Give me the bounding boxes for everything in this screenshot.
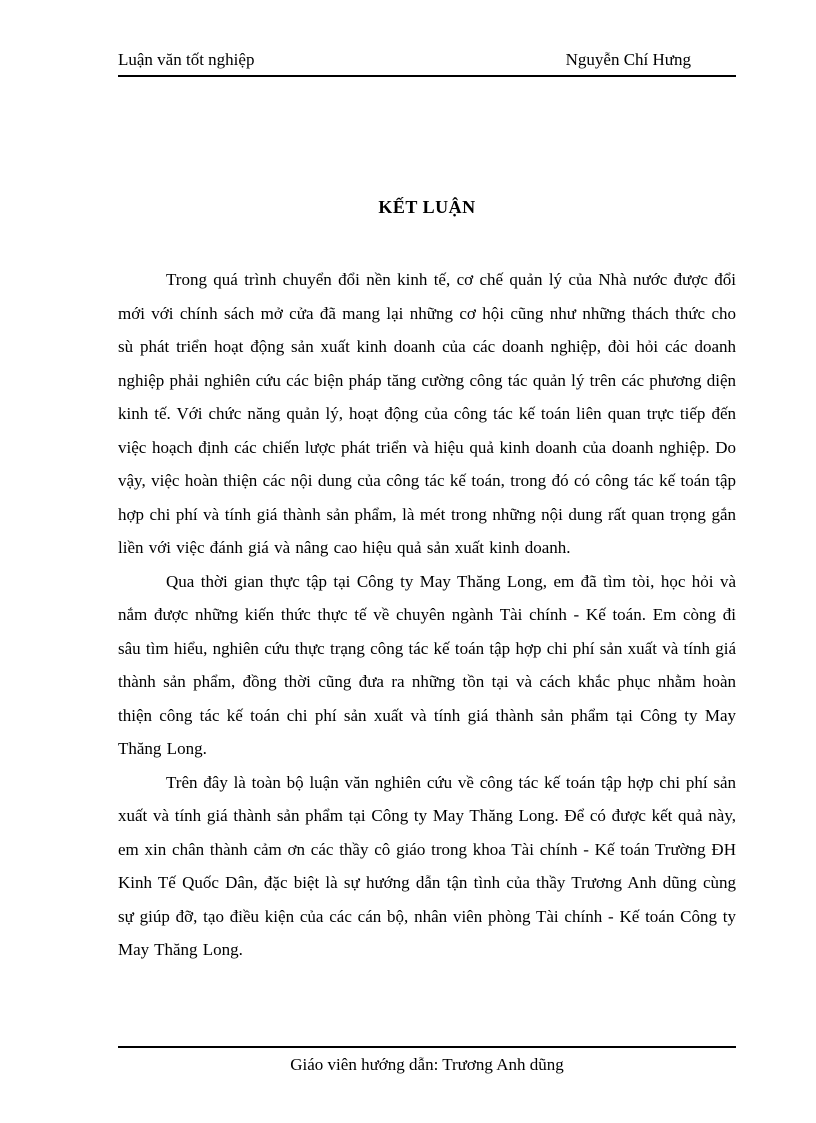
- paragraph-1: Trong quá trình chuyển đổi nền kinh tế, cơ chế quản lý của Nhà nước được đổi mới với chính sách mở cửa đã mang lại những cơ hội cũng như những thách thức cho sù phát triển hoạt động sản xuất kinh doanh của các doanh nghiệp, đòi hỏi các doanh nghiệp phải nghiên cứu các biện pháp tăng cường công tác quản lý trên các phương diện kinh tế. Với chức năng quản lý, hoạt động của công tác kế toán liên quan trực tiếp đến việc hoạch định các chiến lược phát triển và hiệu quả kinh doanh của doanh nghiệp. Do vậy, việc hoàn thiện các nội dung của công tác kế toán, trong đó có công tác kế toán tập hợp chi phí và tính giá thành sản phẩm, là mét trong những nội dung rất quan trọng gắn liền với việc đánh giá và nâng cao hiệu quả sản xuất kinh doanh.: [118, 270, 736, 557]
- page-footer: [118, 1046, 736, 1075]
- header-document-title: Luận văn tốt nghiệp: [118, 50, 255, 69]
- page-header: [118, 50, 736, 77]
- paragraph-2: Qua thời gian thực tập tại Công ty May Thăng Long, em đã tìm tòi, học hỏi và nắm được những kiến thức thực tế về chuyên ngành Tài chính - Kế toán. Em còng đi sâu tìm hiểu, nghiên cứu thực trạng công tác kế toán tập hợp chi phí sản xuất và tính giá thành sản phẩm, đồng thời cũng đưa ra những tồn tại và cách khắc phục nhằm hoàn thiện công tác kế toán chi phí sản xuất và tính giá thành sản phẩm tại Công ty May Thăng Long.: [118, 571, 736, 758]
- paragraph-3: Trên đây là toàn bộ luận văn nghiên cứu về công tác kế toán tập hợp chi phí sản xuất và tính giá thành sản phẩm tại Công ty May Thăng Long. Để có được kết quả này, em xin chân thành cảm ơn các thầy cô giáo trong khoa Tài chính - Kế toán Trường ĐH Kinh Tế Quốc Dân, đặc biệt là sự hướng dẫn tận tình của thầy Trương Anh dũng cùng sự giúp đỡ, tạo điều kiện của các cán bộ, nhân viên phòng Tài chính - Kế toán Công ty May Thăng Long.: [118, 772, 736, 959]
- header-author-name: Nguyễn Chí Hưng: [565, 50, 691, 69]
- document-body: [118, 197, 736, 967]
- section-title: KẾT LUẬN: [378, 197, 476, 217]
- footer-advisor-text: Giáo viên hướng dẫn: Trương Anh dũng: [290, 1055, 564, 1074]
